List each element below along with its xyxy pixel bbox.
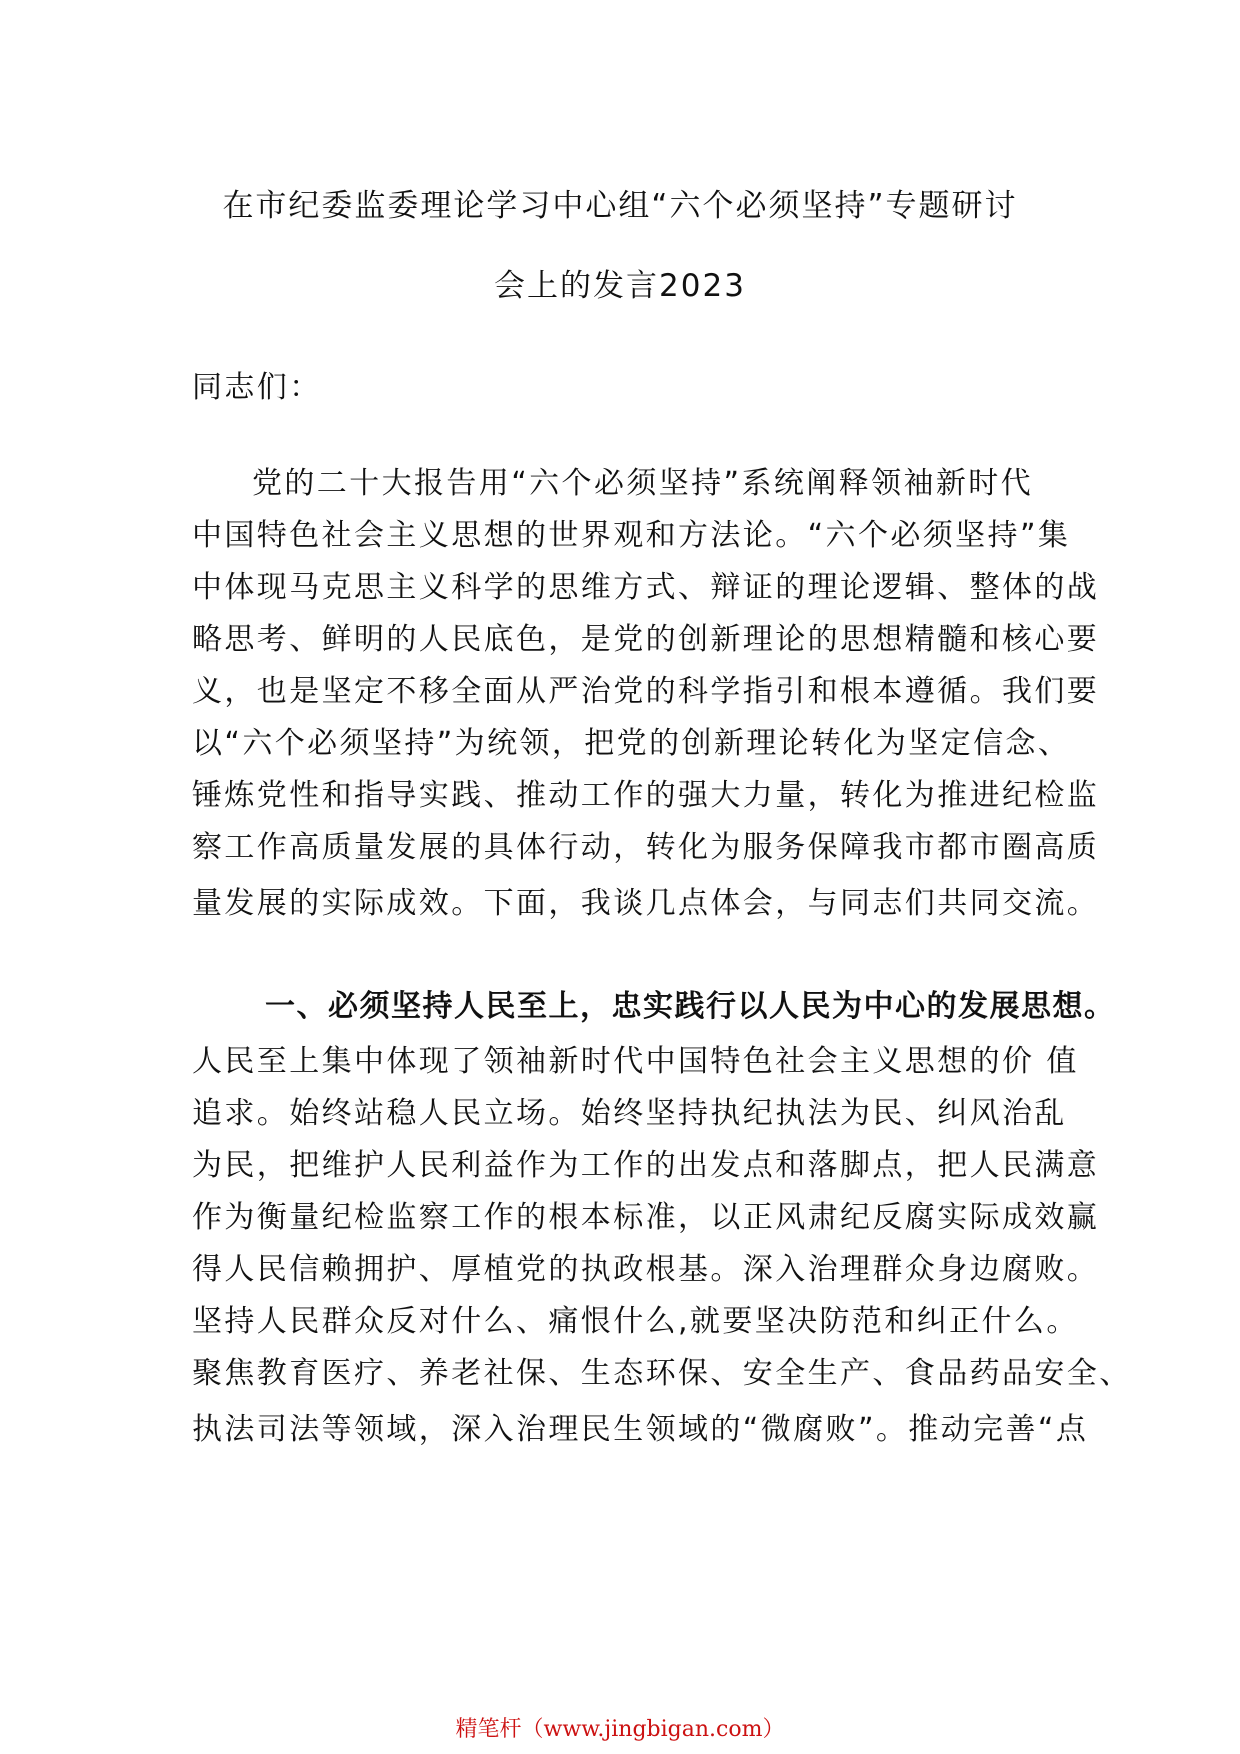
salutation: 同志们： [192, 370, 322, 405]
paragraph-line: 略思考、鲜明的人民底色，是党的创新理论的思想精髓和核心要 [192, 622, 1100, 657]
paragraph-line: 量发展的实际成效。下面，我谈几点体会，与同志们共同交流。 [192, 886, 1100, 921]
paragraph-line: 党的二十大报告用“六个必须坚持”系统阐释领袖新时代 [252, 466, 1034, 501]
section-heading-1: 一、必须坚持人民至上，忠实践行以人民为中心的发展思想。 [265, 989, 1116, 1024]
paragraph-line: 以“六个必须坚持”为统领，把党的创新理论转化为坚定信念、 [192, 726, 1071, 761]
paragraph-line: 坚持人民群众反对什么、痛恨什么,就要坚决防范和纠正什么。 [192, 1304, 1079, 1339]
paragraph-line: 聚焦教育医疗、养老社保、生态环保、安全生产、食品药品安全、 [192, 1356, 1132, 1391]
paragraph-line: 为民，把维护人民利益作为工作的出发点和落脚点，把人民满意 [192, 1148, 1100, 1183]
footer-watermark-link[interactable]: 精笔杆（www.jingbigan.com） [455, 1717, 785, 1742]
paragraph-line: 执法司法等领域，深入治理民生领域的“微腐败”。推动完善“点 [192, 1412, 1089, 1447]
paragraph-line: 锤炼党性和指导实践、推动工作的强大力量，转化为推进纪检监 [192, 778, 1100, 813]
paragraph-line: 作为衡量纪检监察工作的根本标准，以正风肃纪反腐实际成效赢 [192, 1200, 1100, 1235]
paragraph-line: 追求。始终站稳人民立场。始终坚持执纪执法为民、纠风治乱 [192, 1096, 1067, 1131]
paragraph-line: 中国特色社会主义思想的世界观和方法论。“六个必须坚持”集 [192, 518, 1071, 553]
paragraph-line: 得人民信赖拥护、厚植党的执政根基。深入治理群众身边腐败。 [192, 1252, 1100, 1287]
paragraph-line: 中体现马克思主义科学的思维方式、辩证的理论逻辑、整体的战 [192, 570, 1100, 605]
paragraph-line: 察工作高质量发展的具体行动，转化为服务保障我市都市圈高质 [192, 830, 1100, 865]
document-title-line-1: 在市纪委监委理论学习中心组“六个必须坚持”专题研讨 [222, 188, 1018, 224]
document-title-line-2: 会上的发言2023 [494, 268, 746, 304]
paragraph-line: 义，也是坚定不移全面从严治党的科学指引和根本遵循。我们要 [192, 674, 1100, 709]
paragraph-line: 人民至上集中体现了领袖新时代中国特色社会主义思想的价 值 [192, 1044, 1079, 1079]
